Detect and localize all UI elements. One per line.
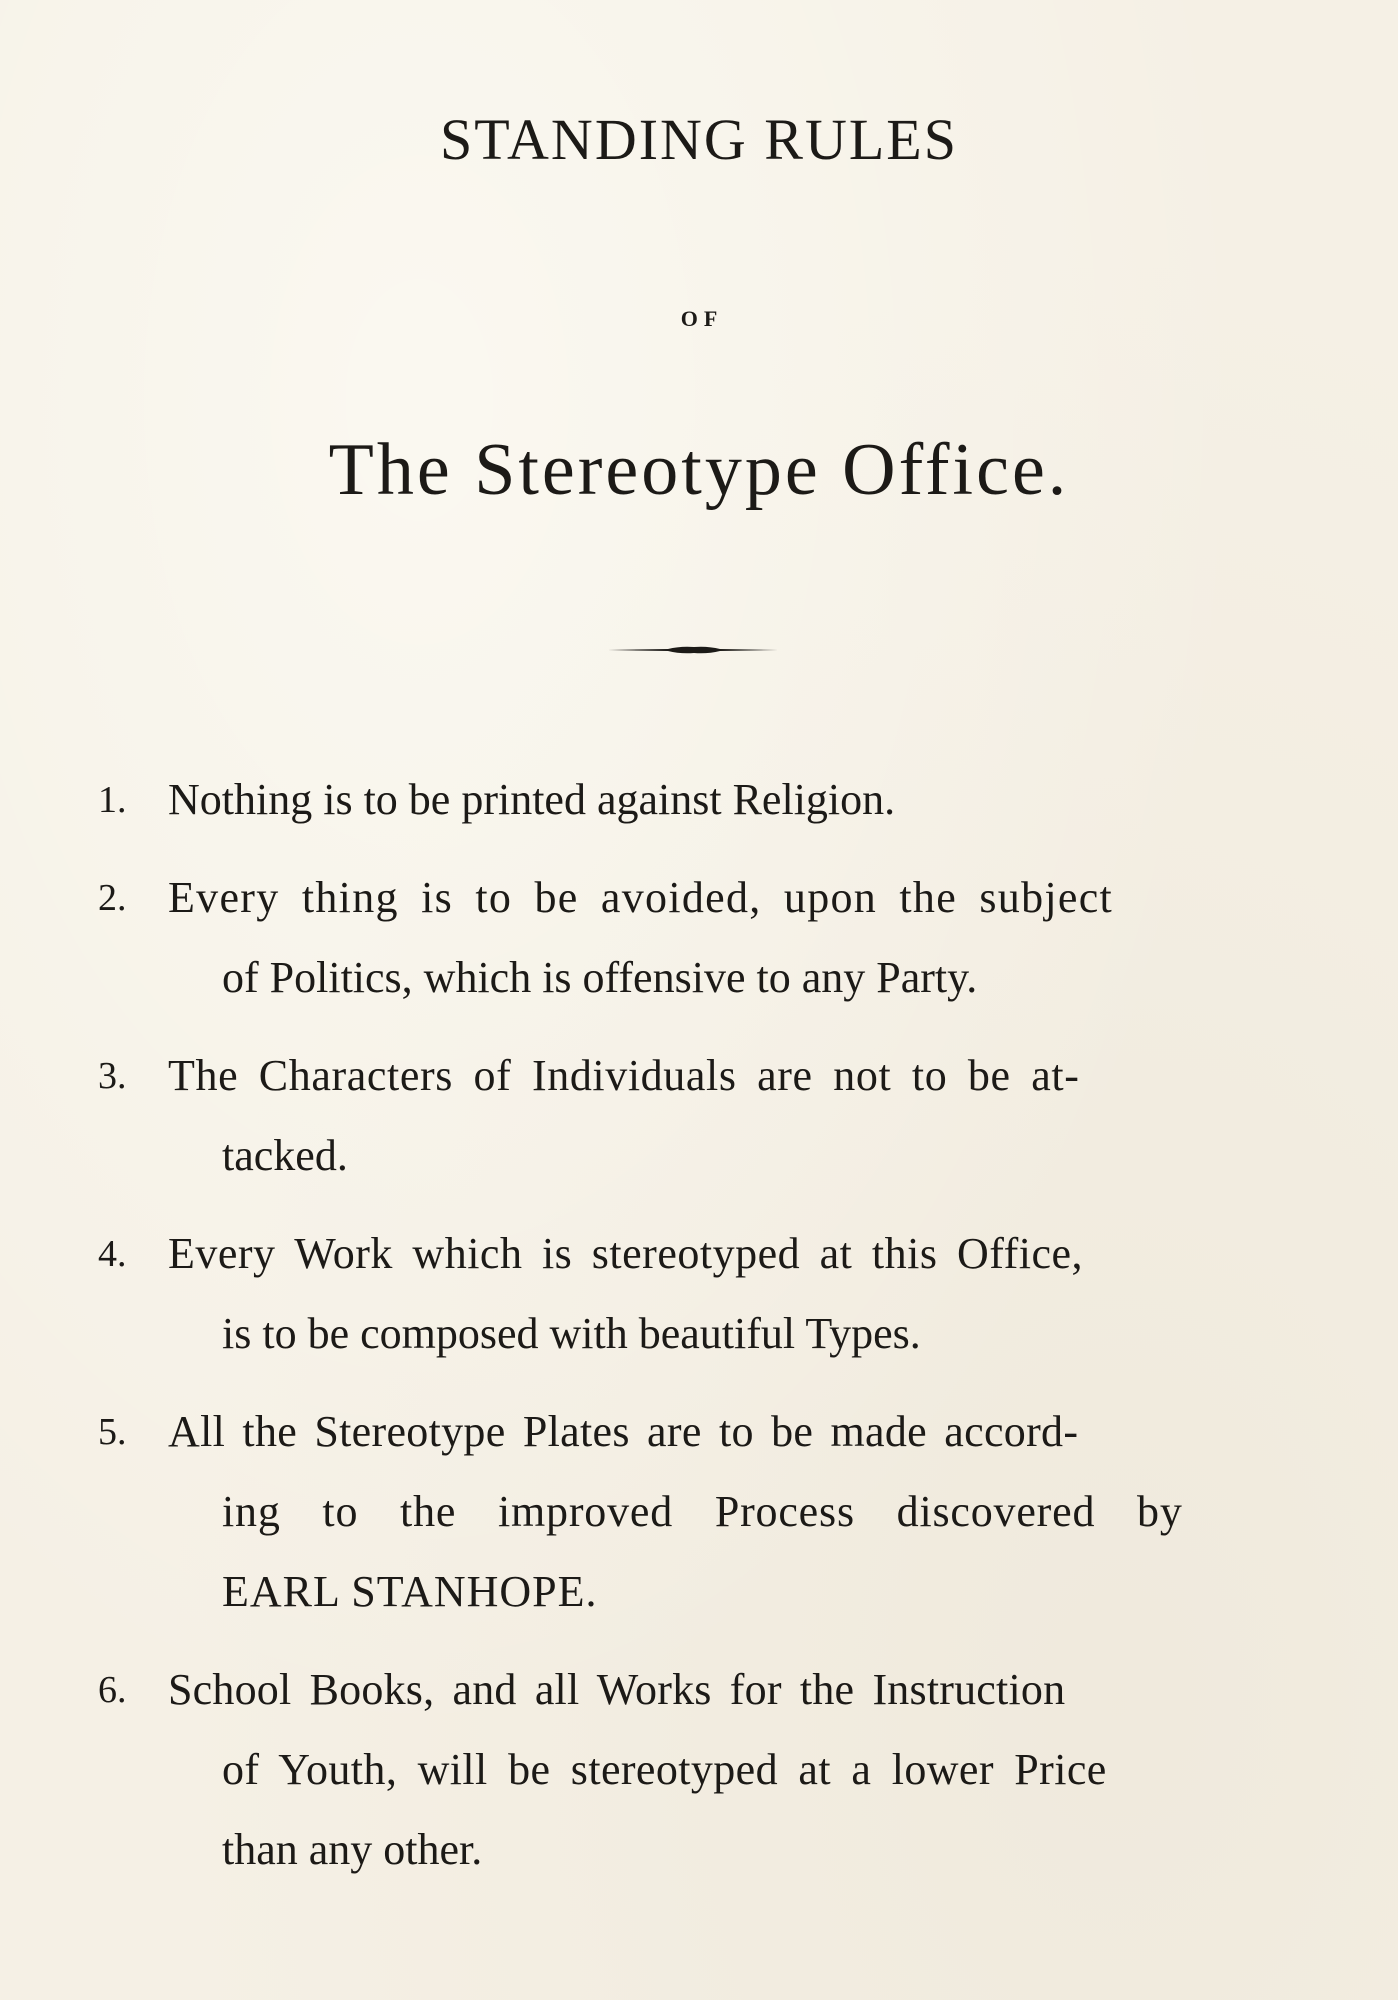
rule-item-3: [98, 1036, 1298, 1196]
rule-number: 2.: [98, 877, 127, 919]
rule-text-line: The Characters of Individuals are not to be at-: [168, 1051, 1080, 1100]
rule-number: 1.: [98, 779, 127, 821]
title-connector: OF: [680, 306, 724, 331]
rule-text-line: All the Stereotype Plates are to be made accord-: [168, 1407, 1079, 1456]
rule-item-4: [98, 1214, 1298, 1374]
rule-item-5: [98, 1392, 1298, 1632]
rule-number: 5.: [98, 1411, 127, 1453]
rule-text-line: tacked.: [222, 1131, 348, 1180]
rule-text-line: is to be composed with beautiful Types.: [222, 1309, 921, 1358]
rule-item-6: [98, 1650, 1298, 1890]
rule-number: 6.: [98, 1669, 127, 1711]
rules-list: [98, 760, 1298, 1908]
rule-text-line: Nothing is to be printed against Religion.: [168, 775, 896, 824]
document-title: STANDING RULES: [440, 107, 958, 172]
document-subtitle: The Stereotype Office.: [328, 429, 1070, 511]
rule-text-line: Every thing is to be avoided, upon the subject: [168, 873, 1114, 922]
rule-item-2: [98, 858, 1298, 1018]
rule-text-line: ing to the improved Process discovered by: [222, 1487, 1183, 1536]
rule-text-line: than any other.: [222, 1825, 483, 1874]
ornamental-rule: [608, 642, 778, 658]
rule-item-1: [98, 760, 1298, 840]
rule-number: 3.: [98, 1055, 127, 1097]
rule-text-line: EARL STANHOPE.: [222, 1567, 598, 1616]
rule-text-line: School Books, and all Works for the Instruction: [168, 1665, 1066, 1714]
rule-text-line: of Politics, which is offensive to any Party.: [222, 953, 978, 1002]
rule-number: 4.: [98, 1233, 127, 1275]
rule-text-line: Every Work which is stereotyped at this Office,: [168, 1229, 1084, 1278]
rule-text-line: of Youth, will be stereotyped at a lower Price: [222, 1745, 1107, 1794]
